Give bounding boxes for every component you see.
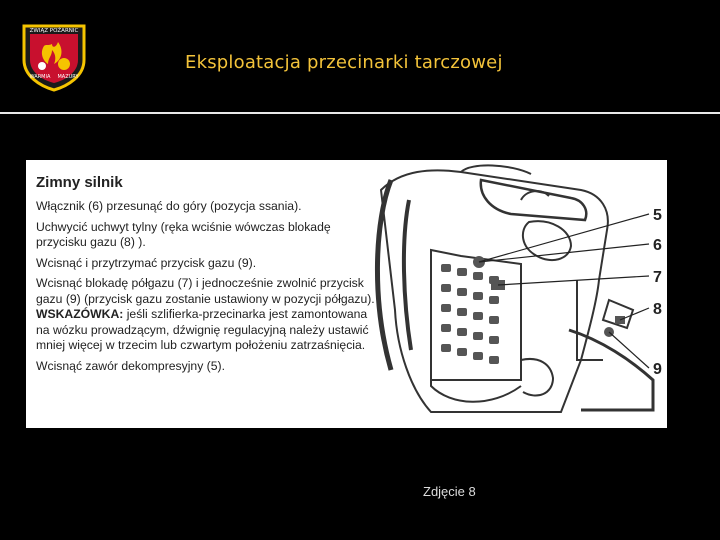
- logo-left-text: WARMIA: [29, 74, 51, 80]
- instruction-line-text: przycisku gazu (8) ).: [36, 235, 146, 249]
- instruction-line: [36, 338, 366, 354]
- instruction-line-text: Wcisnąć i przytrzymać przycisk gazu (9).: [36, 255, 257, 270]
- header-divider: [0, 112, 720, 114]
- saw-illustration: [371, 160, 667, 428]
- callout-numbers: [653, 207, 662, 378]
- instruction-line-text: na wózku prowadzącym, dźwignię regulacyjną należy ustawić: [36, 322, 369, 337]
- instruction-line-text: mniej więcej w trzecim lub czwartym położeniu zatrzaśnięcia.: [36, 338, 366, 352]
- instruction-photo: [26, 160, 667, 428]
- fire-brigade-logo-icon: [18, 20, 90, 92]
- slide-header: [0, 0, 720, 112]
- instruction-line: [36, 322, 369, 339]
- instruction-line: [36, 199, 366, 215]
- logo-top-text: ZWIĄZ POŻARNIC: [29, 28, 79, 34]
- callout-7: 7: [653, 269, 662, 286]
- instruction-line-text: jeśli szlifierka-przecinarka jest zamontowana: [123, 307, 368, 321]
- logo-right-text: MAZURY: [57, 74, 79, 80]
- instruction-line: [36, 220, 366, 236]
- photo-caption: Zdjęcie 8: [423, 484, 476, 499]
- instruction-line: [36, 359, 366, 375]
- callout-9: 9: [653, 361, 662, 378]
- instruction-line-text: Włącznik (6) przesunąć do góry (pozycja ssania).: [36, 199, 302, 213]
- instruction-line: [36, 235, 366, 251]
- callout-5: 5: [653, 207, 662, 224]
- callout-6: 6: [653, 237, 662, 254]
- instruction-note-label: WSKAZÓWKA:: [36, 307, 124, 321]
- instruction-line: [36, 256, 366, 272]
- instruction-line: [36, 307, 366, 323]
- instruction-line-text: Wcisnąć zawór dekompresyjny (5).: [36, 358, 225, 373]
- instruction-line: [36, 291, 375, 308]
- instruction-line: [36, 276, 366, 292]
- instruction-line-text: Uchwycić uchwyt tylny (ręka wciśnie wówczas blokadę: [36, 219, 331, 234]
- instruction-text: [36, 174, 375, 374]
- instruction-heading: Zimny silnik: [36, 174, 123, 191]
- slide-title: Eksploatacja przecinarki tarczowej: [185, 52, 503, 73]
- callout-8: 8: [653, 301, 662, 318]
- instruction-line-text: Wcisnąć blokadę półgazu (7) i jednocześnie zwolnić przycisk: [36, 276, 364, 290]
- instruction-lines: [36, 199, 375, 374]
- instruction-line-text: gazu (9) (przycisk gazu zostanie ustawiony w pozycji półgazu).: [36, 291, 375, 306]
